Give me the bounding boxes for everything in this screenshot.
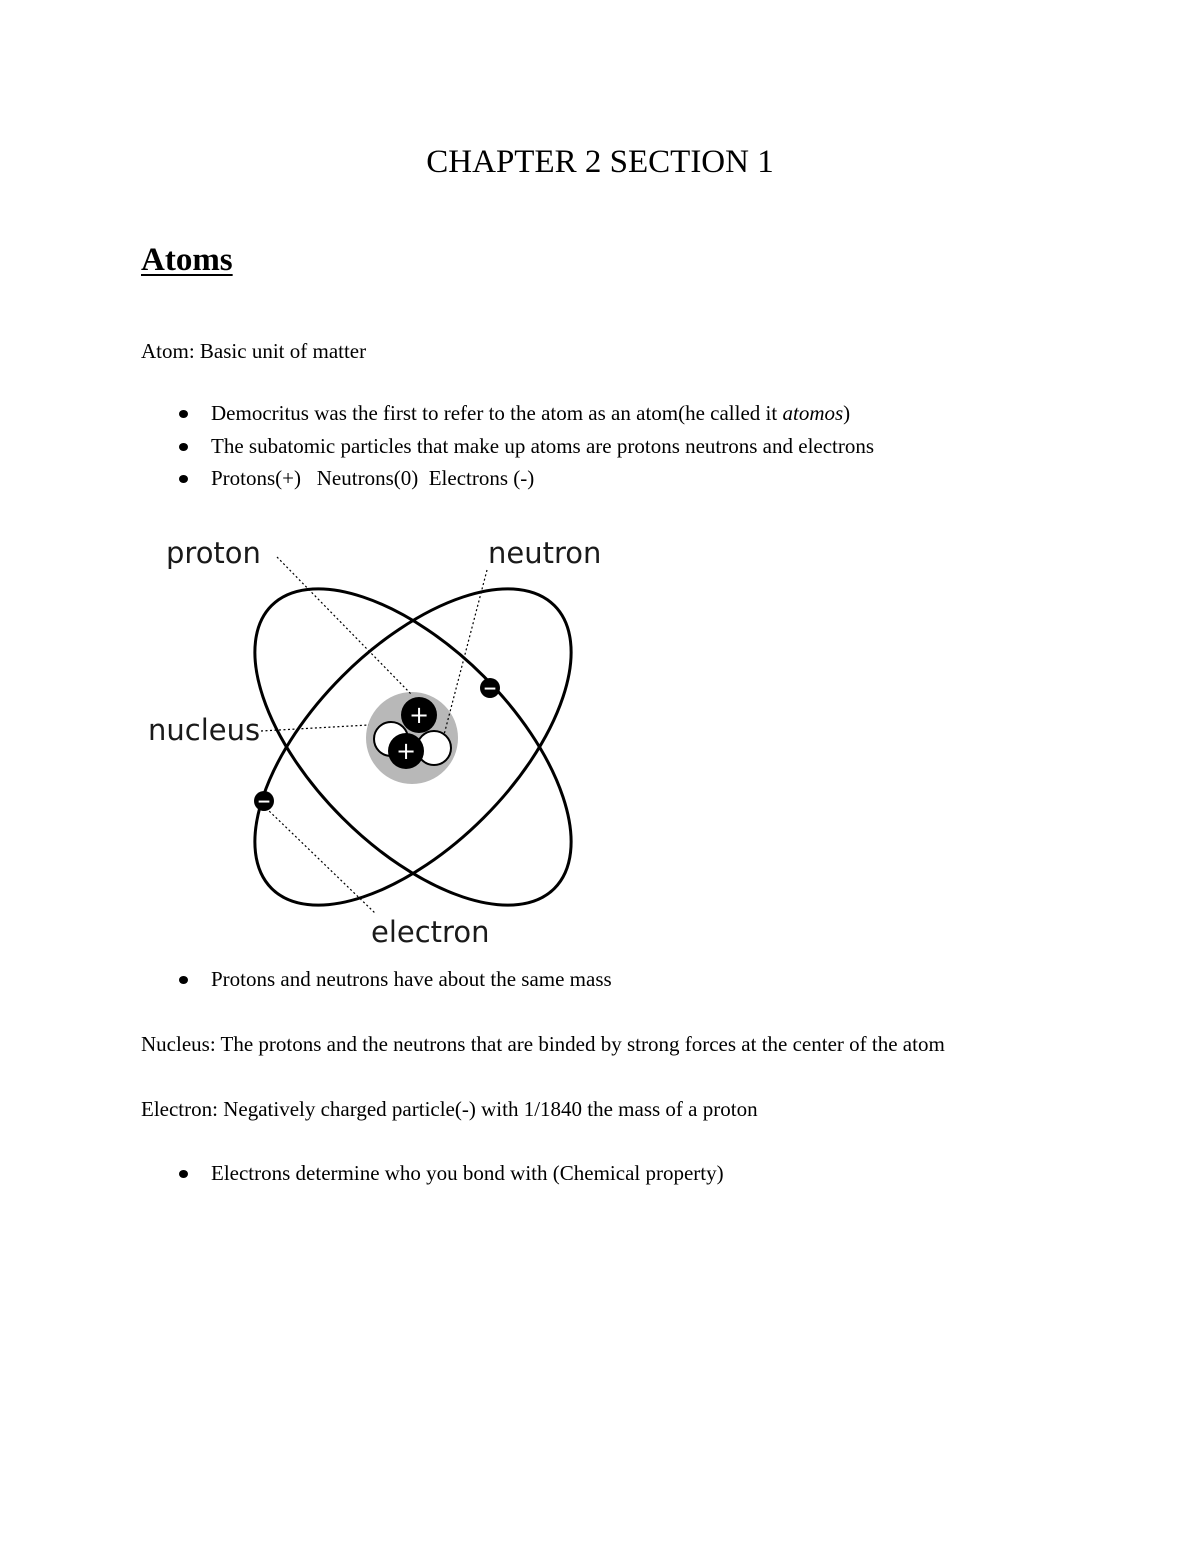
- nucleus-definition: Nucleus: The protons and the neutrons that are binded by strong forces at the center of the atom: [141, 1032, 945, 1056]
- atom-diagram-svg: [140, 530, 610, 950]
- bullet-icon: [179, 443, 188, 451]
- list-item: [0, 963, 612, 996]
- list-item: [0, 430, 874, 463]
- section-heading-atoms: Atoms: [141, 242, 233, 278]
- bullet-icon: [179, 475, 188, 483]
- atom-diagram: [140, 530, 610, 950]
- bullet-text: Protons and neutrons have about the same mass: [211, 967, 612, 991]
- bullet-text-suffix: ): [843, 401, 851, 425]
- electron-minus-sign: −: [482, 679, 498, 699]
- list-item: [0, 1157, 724, 1190]
- list-item: [0, 462, 874, 495]
- bullet-list-intro: [0, 397, 874, 495]
- bullet-icon: [179, 1170, 188, 1178]
- bullet-text: Protons(+) Neutrons(0) Electrons (-): [211, 466, 535, 490]
- bullet-list-mass: [0, 963, 612, 996]
- proton-plus-sign: +: [408, 701, 430, 729]
- bullet-text: The subatomic particles that make up atoms are protons neutrons and electrons: [211, 433, 875, 458]
- label-electron: electron: [371, 915, 490, 949]
- proton-plus-sign: +: [395, 737, 417, 765]
- bullet-text: Electrons determine who you bond with (Chemical property): [211, 1161, 724, 1185]
- list-item: [0, 397, 874, 430]
- bullet-icon: [179, 410, 188, 418]
- page-title: CHAPTER 2 SECTION 1: [426, 144, 774, 180]
- electron-definition: Electron: Negatively charged particle(-) with 1/1840 the mass of a proton: [141, 1097, 758, 1121]
- label-nucleus: nucleus: [148, 713, 261, 747]
- electron-minus-sign: −: [256, 792, 272, 812]
- atom-definition: Atom: Basic unit of matter: [141, 339, 367, 363]
- label-neutron: neutron: [488, 536, 602, 570]
- bullet-icon: [179, 976, 188, 984]
- italic-term-atomos: atomos: [782, 401, 844, 425]
- bullet-list-electrons: [0, 1157, 724, 1190]
- bullet-text: Democritus was the first to refer to the atom as an atom(he called it: [211, 401, 783, 425]
- label-proton: proton: [166, 536, 261, 570]
